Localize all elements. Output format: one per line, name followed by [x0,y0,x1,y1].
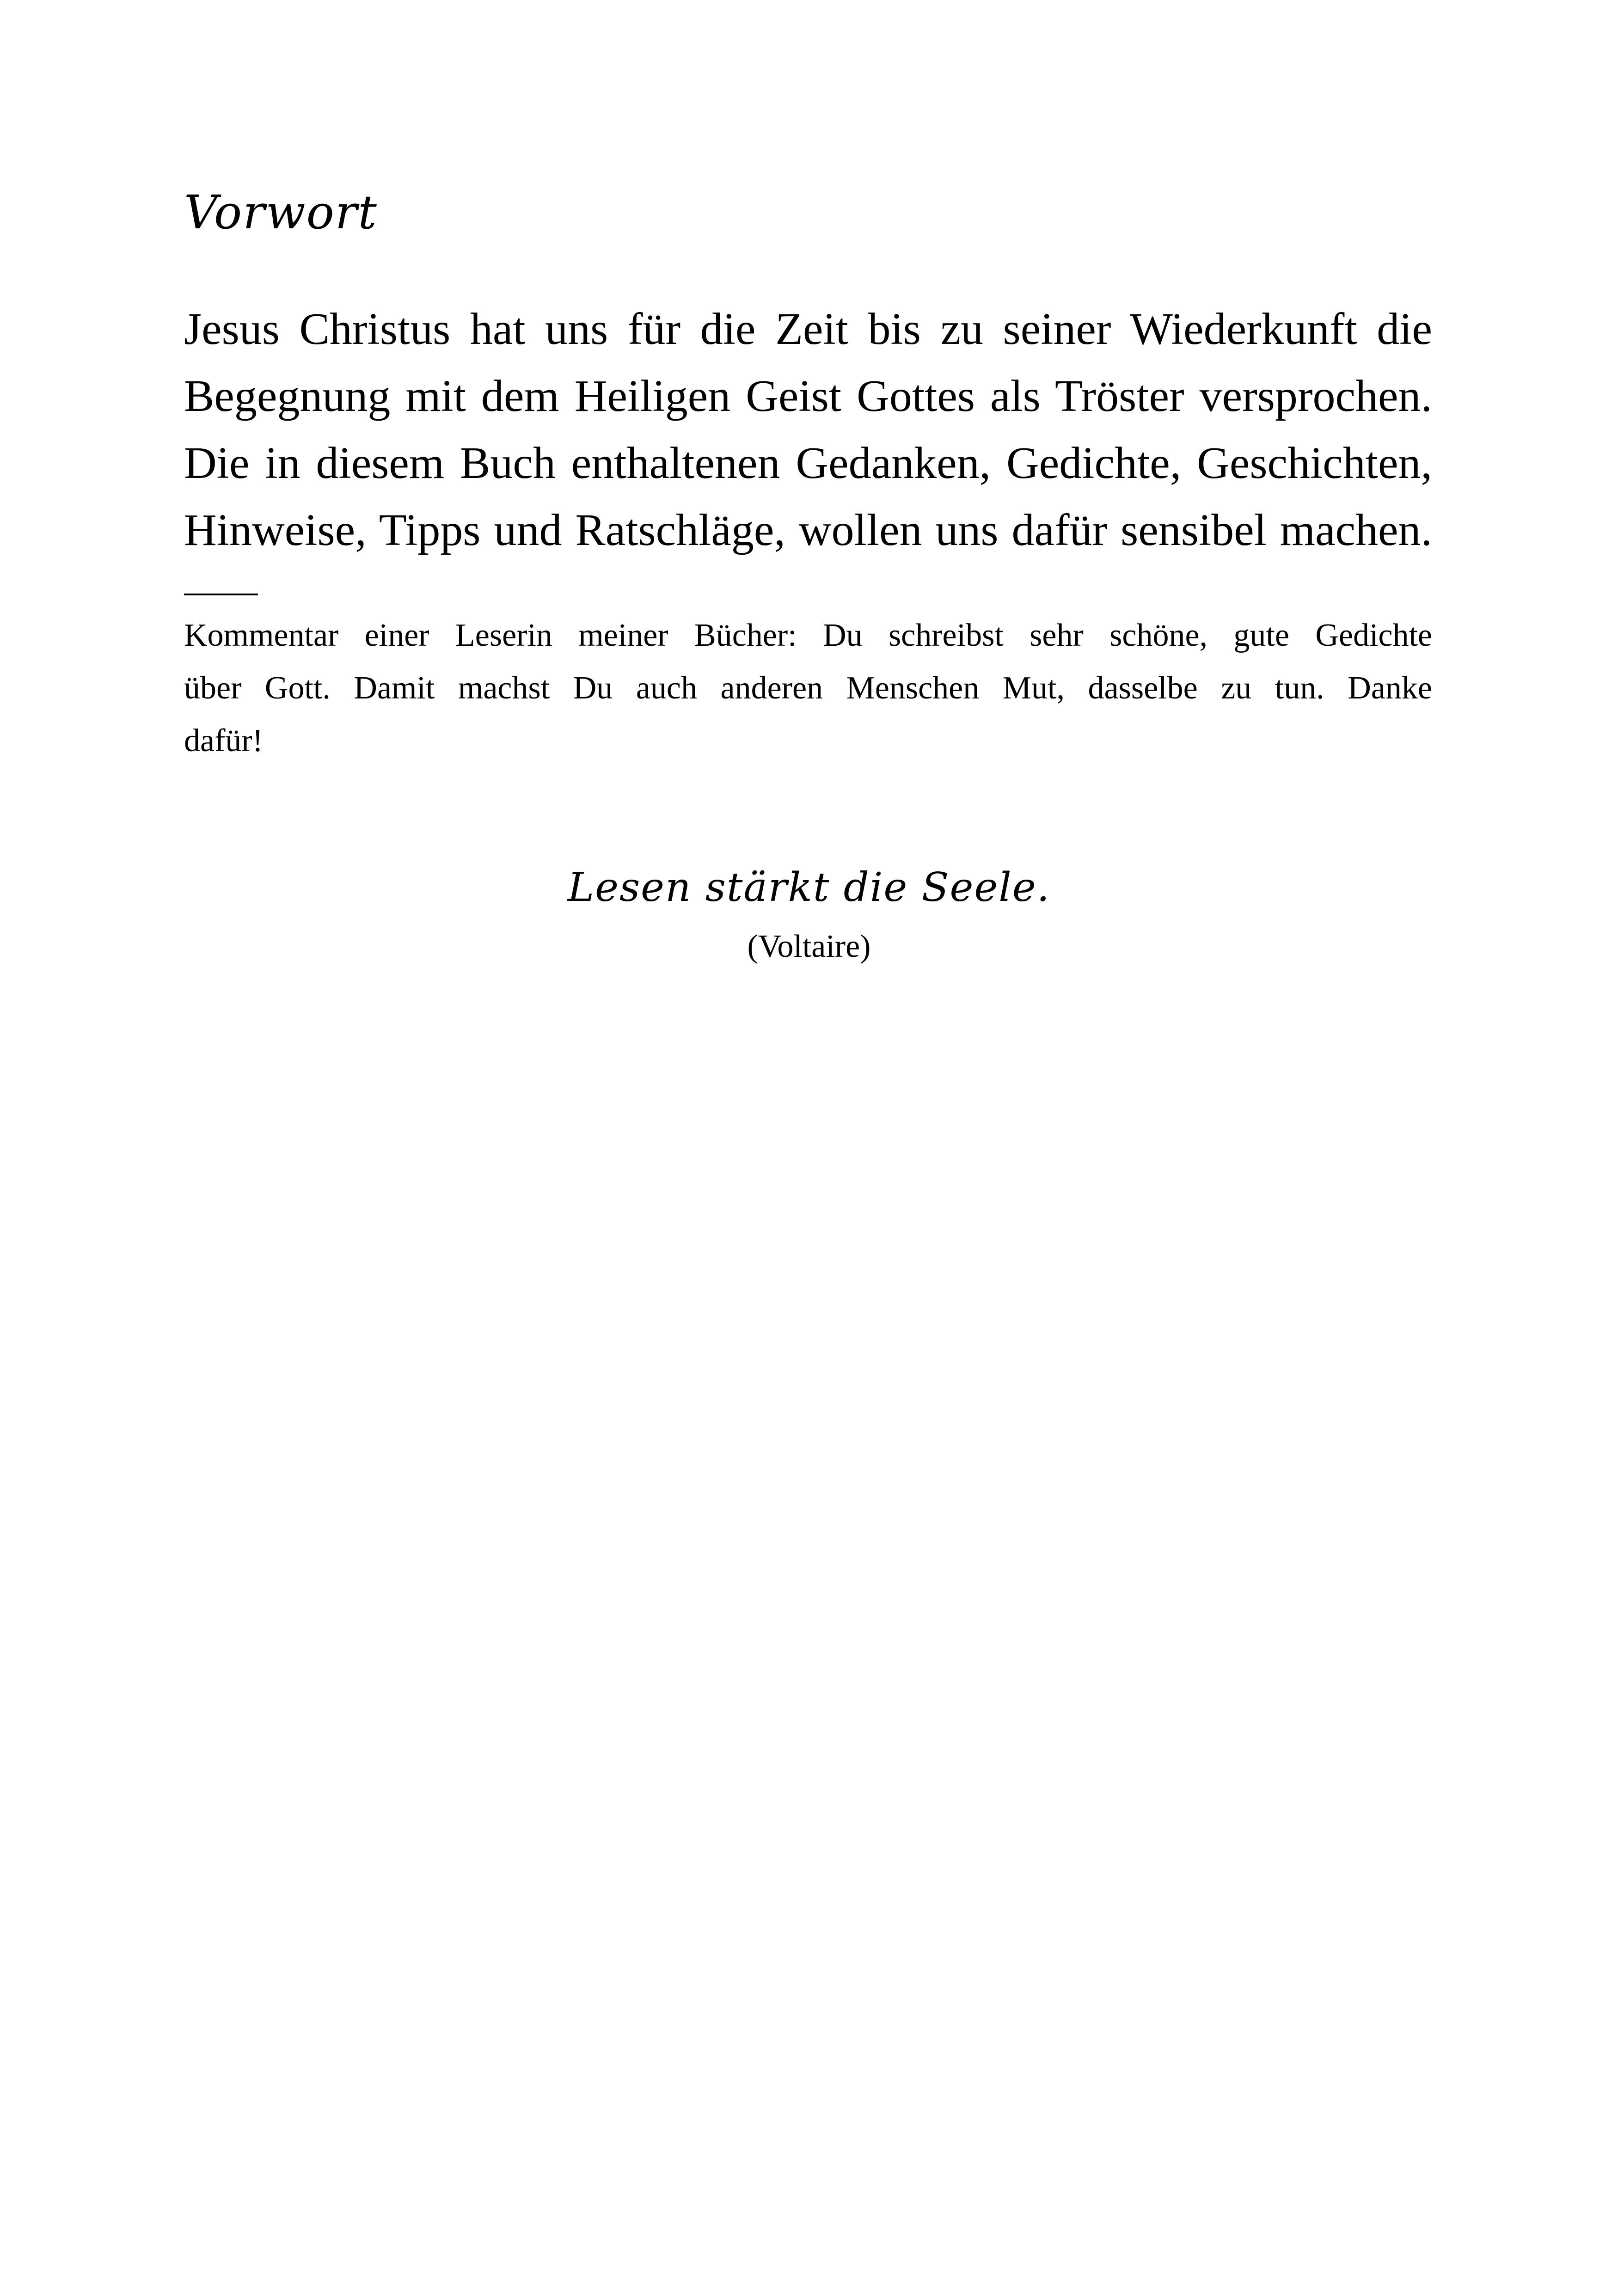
epigraph-author: (Voltaire) [747,929,871,964]
footnote-divider [184,594,258,595]
footnote-line: dafür! [184,723,264,759]
body-line: Begegnung mit dem Heiligen Geist Gottes als Tröster versprochen. [184,371,1432,421]
epigraph-quote: Lesen stärkt die Seele. [567,864,1051,911]
body-line: Jesus Christus hat uns für die Zeit bis zu seiner Wiederkunft die [184,304,1432,354]
page-heading: Vorwort [184,185,378,239]
footnote-line: über Gott. Damit machst Du auch anderen Menschen Mut, dasselbe zu tun. Danke [184,670,1432,706]
body-paragraph [184,296,1432,564]
body-line: Die in diesem Buch enthaltenen Gedanken, Gedichte, Geschichten, [184,438,1432,488]
footnote-line: Kommentar einer Leserin meiner Bücher: Du schreibst sehr schöne, gute Gedichte [184,618,1432,653]
footnote [184,609,1432,767]
body-line: Hinweise, Tipps und Ratschläge, wollen uns dafür sensibel machen. [184,505,1432,555]
